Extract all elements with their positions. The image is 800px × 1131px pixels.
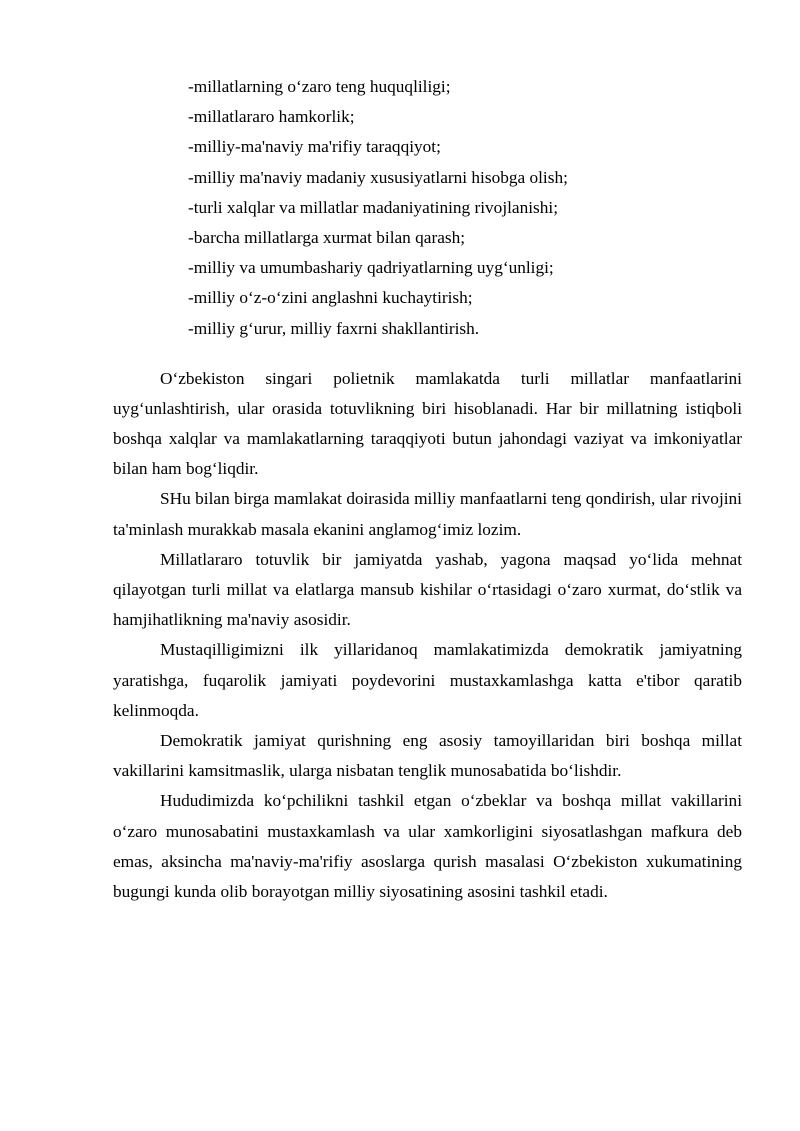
paragraph: Demokratik jamiyat qurishning eng asosiy tamoyillaridan biri boshqa millat vakillarini kamsitmaslik, ularga nisbatan tenglik munosabatida bo‘lishdir.	[113, 730, 742, 781]
list-item: -milliy-ma'naviy ma'rifiy taraqqiyot;	[188, 137, 441, 157]
list-item: -millatlarning o‘zaro teng huquqliligi;	[188, 77, 451, 96]
paragraph: O‘zbekiston singari polietnik mamlakatda turli millatlar manfaatlarini uyg‘unlashtirish, ular orasida totuvlikning biri hisoblanadi. Har bir millatning istiqboli boshqa xalqlar va mamlakatlarning taraqqiyoti butun jahondagi vaziyat va imkoniyatlar bilan ham bog‘liqdir.	[113, 368, 742, 479]
paragraph: Hududimizda ko‘pchilikni tashkil etgan o‘zbeklar va boshqa millat vakillarini o‘zaro munosabatini mustaxkamlash va ular xamkorligini siyosatlashgan mafkura deb emas, aksincha ma'naviy-ma'rifiy asoslarga qurish masalasi O‘zbekiston xukumatining bugungi kunda olib borayotgan milliy siyosatining asosini tashkil etadi.	[113, 791, 742, 901]
list-item: -barcha millatlarga xurmat bilan qarash;	[188, 227, 466, 247]
principles-list	[188, 72, 568, 344]
list-item: -milliy va umumbashariy qadriyatlarning uyg‘unligi;	[188, 258, 554, 278]
list-item: -milliy g‘urur, milliy faxrni shakllantirish.	[188, 318, 480, 338]
list-item: -milliy o‘z-o‘zini anglashni kuchaytirish;	[188, 288, 473, 308]
body-text	[113, 364, 742, 908]
list-item: -turli xalqlar va millatlar madaniyatining rivojlanishi;	[188, 197, 559, 217]
paragraph: Mustaqilligimizni ilk yillaridanoq mamlakatimizda demokratik jamiyatning yaratishga, fuqarolik jamiyati poydevorini mustaxkamlashga katta e'tibor qaratib kelinmoqda.	[113, 640, 742, 720]
paragraph: SHu bilan birga mamlakat doirasida milliy manfaatlarni teng qondirish, ular rivojini ta'minlash murakkab masala ekanini anglamog‘imiz lozim.	[113, 489, 742, 539]
paragraph: Millatlararo totuvlik bir jamiyatda yashab, yagona maqsad yo‘lida mehnat qilayotgan turli millat va elatlarga mansub kishilar o‘rtasidagi o‘zaro xurmat, do‘stlik va hamjihatlikning ma'naviy asosidir.	[113, 549, 742, 630]
list-item: -millatlararo hamkorlik;	[188, 107, 355, 127]
list-item: -milliy ma'naviy madaniy xususiyatlarni hisobga olish;	[188, 167, 568, 187]
